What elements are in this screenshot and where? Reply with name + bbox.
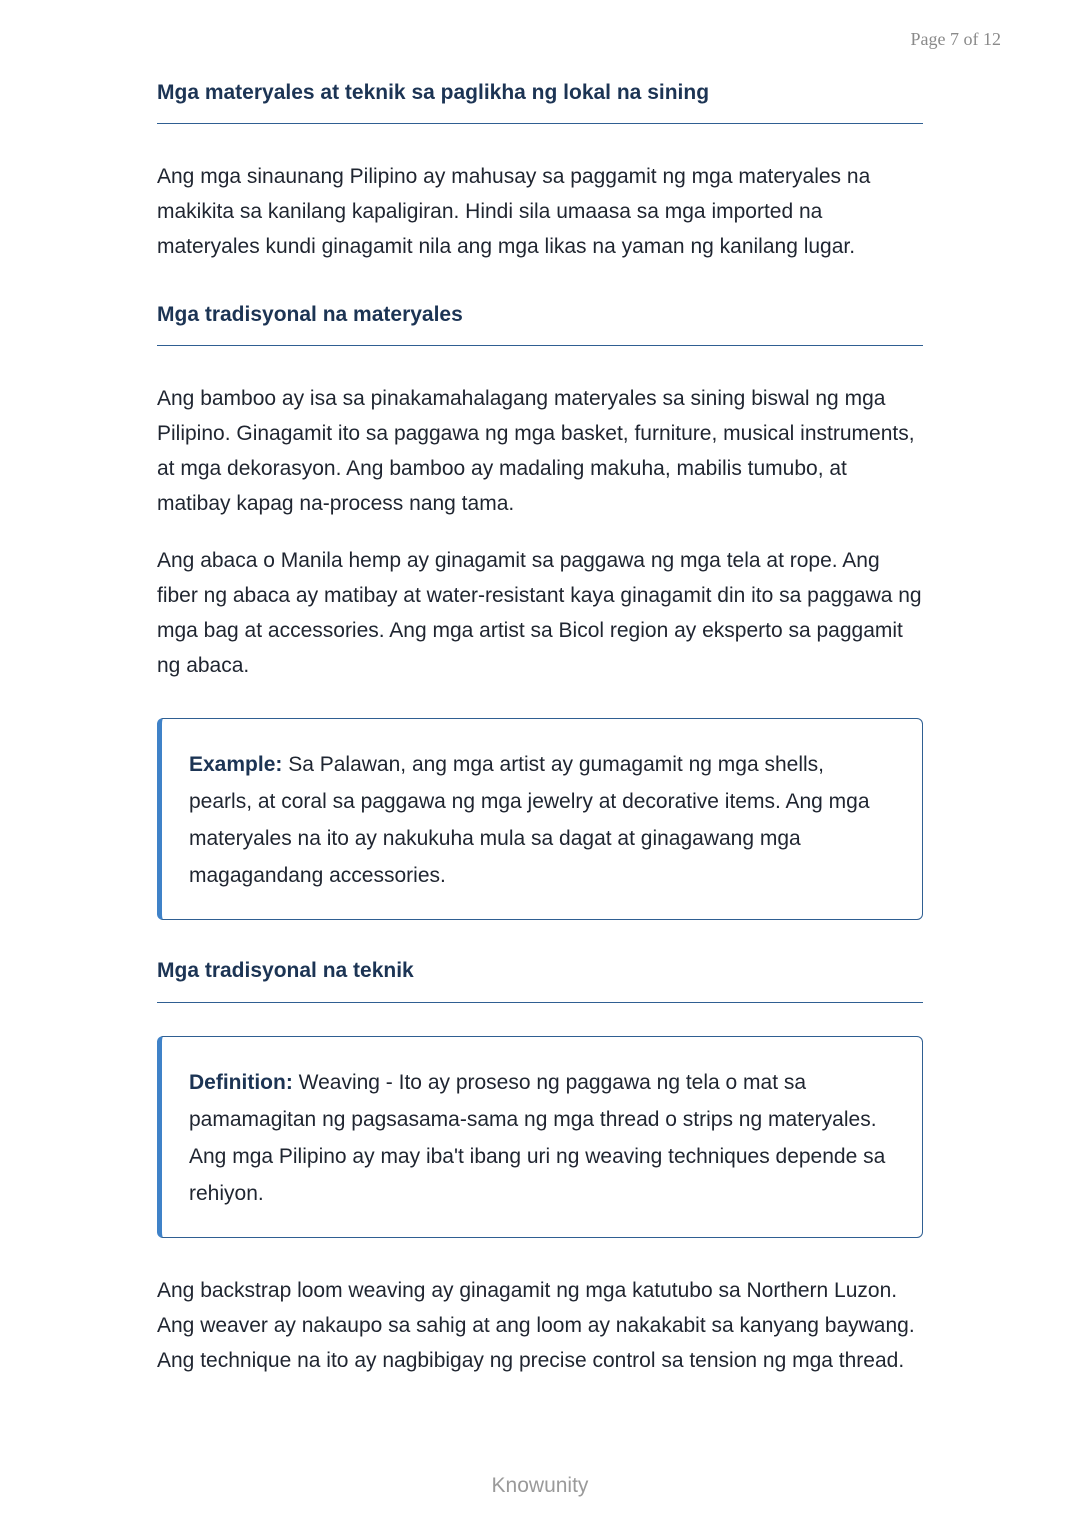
example-label: Example: [189, 753, 283, 777]
example-callout [157, 718, 923, 920]
paragraph-bamboo: Ang bamboo ay isa sa pinakamahalagang materyales sa sining biswal ng mga Pilipino. Ginagamit ito sa paggawa ng mga basket, furniture, musical instruments, at mga dekorasyon. Ang bamboo ay madaling makuha, mabilis tumubo, at matibay kapag na-process nang tama. [157, 387, 915, 516]
section-heading-traditional-materials: Mga tradisyonal na materyales [157, 302, 923, 346]
example-text: Sa Palawan, ang mga artist ay gumagamit ng mga shells, pearls, at coral sa paggawa ng mga jewelry at decorative items. Ang mga materyales na ito ay nakukuha mula sa dagat at ginagawang mga magagandang accessories. [189, 753, 870, 888]
definition-text: Weaving - Ito ay proseso ng paggawa ng tela o mat sa pamamagitan ng pagsasama-sama ng mga thread o strips ng materyales. Ang mga Pilipino ay may iba't ibang uri ng weaving techniques depende sa rehiyon. [189, 1070, 886, 1205]
footer-brand: Knowunity [491, 1474, 589, 1497]
page-number: Page 7 of 12 [910, 29, 1001, 49]
definition-callout [157, 1036, 923, 1238]
section-heading-traditional-techniques: Mga tradisyonal na teknik [157, 958, 923, 1002]
document-content [157, 80, 923, 1378]
paragraph-backstrap-loom: Ang backstrap loom weaving ay ginagamit ng mga katutubo sa Northern Luzon. Ang weaver ay nakaupo sa sahig at ang loom ay nakakabit sa kanyang baywang. Ang technique na ito ay nagbibigay ng precise control sa tension ng mga thread. [157, 1278, 915, 1372]
definition-label: Definition: [189, 1070, 293, 1094]
paragraph-intro: Ang mga sinaunang Pilipino ay mahusay sa paggamit ng mga materyales na makikita sa kanilang kapaligiran. Hindi sila umaasa sa mga imported na materyales kundi ginagamit nila ang mga likas na yaman ng kanilang lugar. [157, 165, 871, 259]
section-heading-materials-techniques: Mga materyales at teknik sa paglikha ng lokal na sining [157, 80, 923, 124]
paragraph-abaca: Ang abaca o Manila hemp ay ginagamit sa paggawa ng mga tela at rope. Ang fiber ng abaca ay matibay at water-resistant kaya ginagamit din ito sa paggawa ng mga bag at accessories. Ang mga artist sa Bicol region ay eksperto sa paggamit ng abaca. [157, 549, 922, 678]
